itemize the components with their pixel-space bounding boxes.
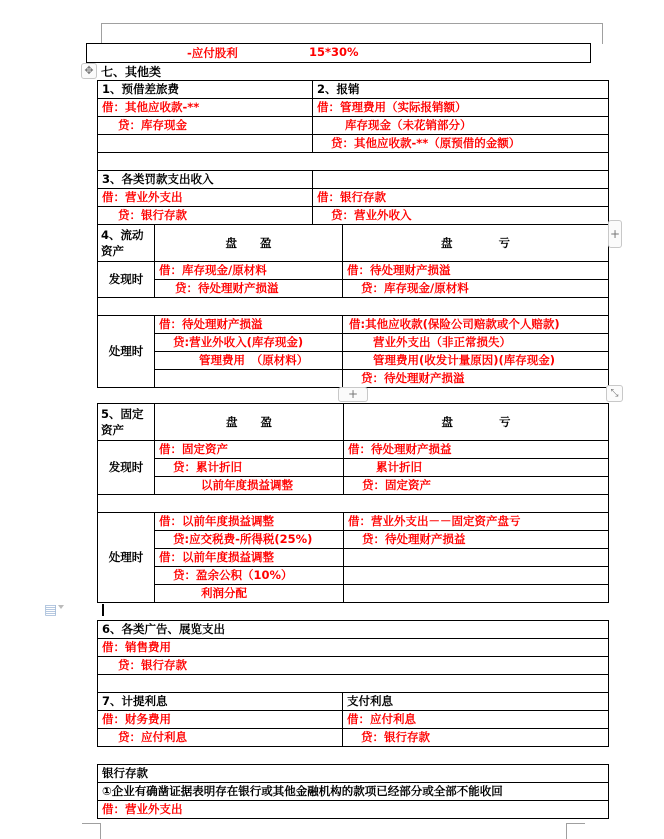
table-bank-deposit [97, 764, 609, 819]
table-row [98, 459, 609, 477]
section-title: 七、其他类 [101, 65, 162, 79]
table-header-row [98, 404, 609, 441]
table-row [98, 477, 609, 495]
cell: 利润分配 [155, 585, 344, 603]
table-row [98, 567, 609, 585]
table-fixed-assets [97, 403, 609, 603]
cell [344, 549, 609, 567]
table-row [98, 531, 609, 549]
table-row [98, 675, 609, 693]
cell: 贷：库存现金 [98, 117, 313, 135]
fixed-assets-label: 5、固定资产 [98, 404, 155, 441]
cell: 借：应付利息 [343, 711, 609, 729]
table-row [98, 153, 609, 171]
cell: 以前年度损益调整 [155, 477, 344, 495]
table-row [98, 549, 609, 567]
cell: 借:其他应收款(保险公司赔款或个人赔款) [343, 316, 609, 334]
cell: 贷:营业外收入(库存现金) [155, 334, 343, 352]
table-row [98, 441, 609, 459]
table-row [98, 135, 609, 153]
table-row [98, 639, 609, 657]
page-corner-bottom-right [566, 823, 585, 839]
cell: 贷：银行存款 [343, 729, 609, 747]
empty-cell [98, 153, 609, 171]
table-header-row [98, 225, 609, 262]
cell: 贷：固定资产 [344, 477, 609, 495]
cell [344, 585, 609, 603]
cell: 借：销售费用 [98, 639, 609, 657]
paid-interest-title: 支付利息 [343, 693, 609, 711]
bank-deposit-note: ①企业有确凿证据表明存在银行或其他金融机构的款项已经部分或全部不能收回 [98, 783, 609, 801]
cell: 贷：待处理财产损溢 [343, 370, 609, 388]
process-label: 处理时 [98, 316, 155, 388]
cell: 借：以前年度损益调整 [155, 513, 344, 531]
cell: 借：库存现金/原材料 [155, 262, 343, 280]
add-row-button[interactable]: + [338, 387, 368, 402]
cell: 借：银行存款 [313, 189, 609, 207]
cell: 借：营业外支出－－固定资产盘亏 [344, 513, 609, 531]
chevron-down-icon [58, 605, 64, 609]
table-row [98, 189, 609, 207]
cell: 贷：银行存款 [98, 207, 313, 225]
cell: 借：以前年度损益调整 [155, 549, 344, 567]
cell: 贷:应交税费-所得税(25%) [155, 531, 344, 549]
table-row [98, 765, 609, 783]
table-row [98, 621, 609, 639]
table-row [98, 280, 609, 298]
dividend-ratio-text: 15*30% [309, 45, 359, 59]
deficit-header: 盘 亏 [344, 404, 609, 441]
table-row [98, 711, 609, 729]
cell [313, 171, 609, 189]
table-row [98, 352, 609, 370]
table-row [98, 262, 609, 280]
cell: 借：营业外支出 [98, 801, 609, 819]
cell-travel-advance-title: 1、预借差旅费 [98, 81, 313, 99]
cell: 贷：应付利息 [98, 729, 343, 747]
current-assets-label: 4、流动资产 [98, 225, 155, 262]
previous-table-row [86, 43, 591, 63]
table-row [98, 298, 609, 316]
table-row [98, 693, 609, 711]
table-row [98, 334, 609, 352]
text-cursor [102, 604, 104, 616]
empty-cell [98, 675, 609, 693]
empty-cell [98, 495, 609, 513]
table-move-handle-icon[interactable]: ✥ [81, 63, 97, 79]
table-resize-handle-icon[interactable]: ⤡ [606, 385, 623, 402]
cell [344, 567, 609, 585]
cell: 借：待处理财产损溢 [155, 316, 343, 334]
cell: 贷：银行存款 [98, 657, 609, 675]
process-label: 处理时 [98, 513, 155, 603]
cell: 贷：累计折旧 [155, 459, 344, 477]
table-row [98, 513, 609, 531]
cell: 管理费用(收发计量原因)(库存现金) [343, 352, 609, 370]
cell: 贷：待处理财产损益 [344, 531, 609, 549]
cell: 贷：盈余公积（10%） [155, 567, 344, 585]
cell: 管理费用 （原材料） [155, 352, 343, 370]
table-row [98, 783, 609, 801]
table-other-items [97, 80, 609, 225]
cell-reimbursement-title: 2、报销 [313, 81, 609, 99]
empty-cell [98, 298, 609, 316]
cell: 借：待处理财产损溢 [343, 262, 609, 280]
page-corner-bottom-left [82, 823, 101, 839]
cell: 累计折旧 [344, 459, 609, 477]
found-label: 发现时 [98, 262, 155, 298]
table-row [98, 171, 609, 189]
table-interest [97, 692, 609, 747]
surplus-header: 盘 盈 [155, 225, 343, 262]
table-row [98, 657, 609, 675]
cell: 借：财务费用 [98, 711, 343, 729]
table-advertising [97, 620, 609, 693]
cell [155, 370, 343, 388]
cell: 借：管理费用（实际报销额） [313, 99, 609, 117]
cell [98, 135, 313, 153]
add-column-button[interactable]: + [608, 220, 622, 248]
cell: 贷：其他应收款-**（原预借的金额） [313, 135, 609, 153]
page-corner-top [101, 23, 603, 44]
paste-options-icon[interactable] [44, 602, 66, 616]
cell-fines-title: 3、各类罚款支出收入 [98, 171, 313, 189]
found-label: 发现时 [98, 441, 155, 495]
cell: 贷：库存现金/原材料 [343, 280, 609, 298]
table-row [98, 81, 609, 99]
cell: 借：固定资产 [155, 441, 344, 459]
dividend-payable-text: -应付股利 [187, 46, 238, 60]
cell: 库存现金（未花销部分） [313, 117, 609, 135]
accrued-interest-title: 7、计提利息 [98, 693, 343, 711]
cell: 借：营业外支出 [98, 189, 313, 207]
document-icon: ▤ [44, 602, 58, 618]
table-current-assets [97, 224, 609, 388]
cell: 借：其他应收款-** [98, 99, 313, 117]
table-row [98, 585, 609, 603]
cell: 贷：待处理财产损溢 [155, 280, 343, 298]
table-row [98, 117, 609, 135]
table-row [98, 207, 609, 225]
cell: 营业外支出（非正常损失） [343, 334, 609, 352]
deficit-header: 盘 亏 [343, 225, 609, 262]
surplus-header: 盘 盈 [155, 404, 344, 441]
bank-deposit-title: 银行存款 [98, 765, 609, 783]
table-row [98, 729, 609, 747]
cell: 借：待处理财产损益 [344, 441, 609, 459]
advertising-title: 6、各类广告、展览支出 [98, 621, 609, 639]
table-row [98, 316, 609, 334]
table-row [98, 801, 609, 819]
table-row [98, 99, 609, 117]
cell: 贷：营业外收入 [313, 207, 609, 225]
table-row [98, 495, 609, 513]
table-row [98, 370, 609, 388]
